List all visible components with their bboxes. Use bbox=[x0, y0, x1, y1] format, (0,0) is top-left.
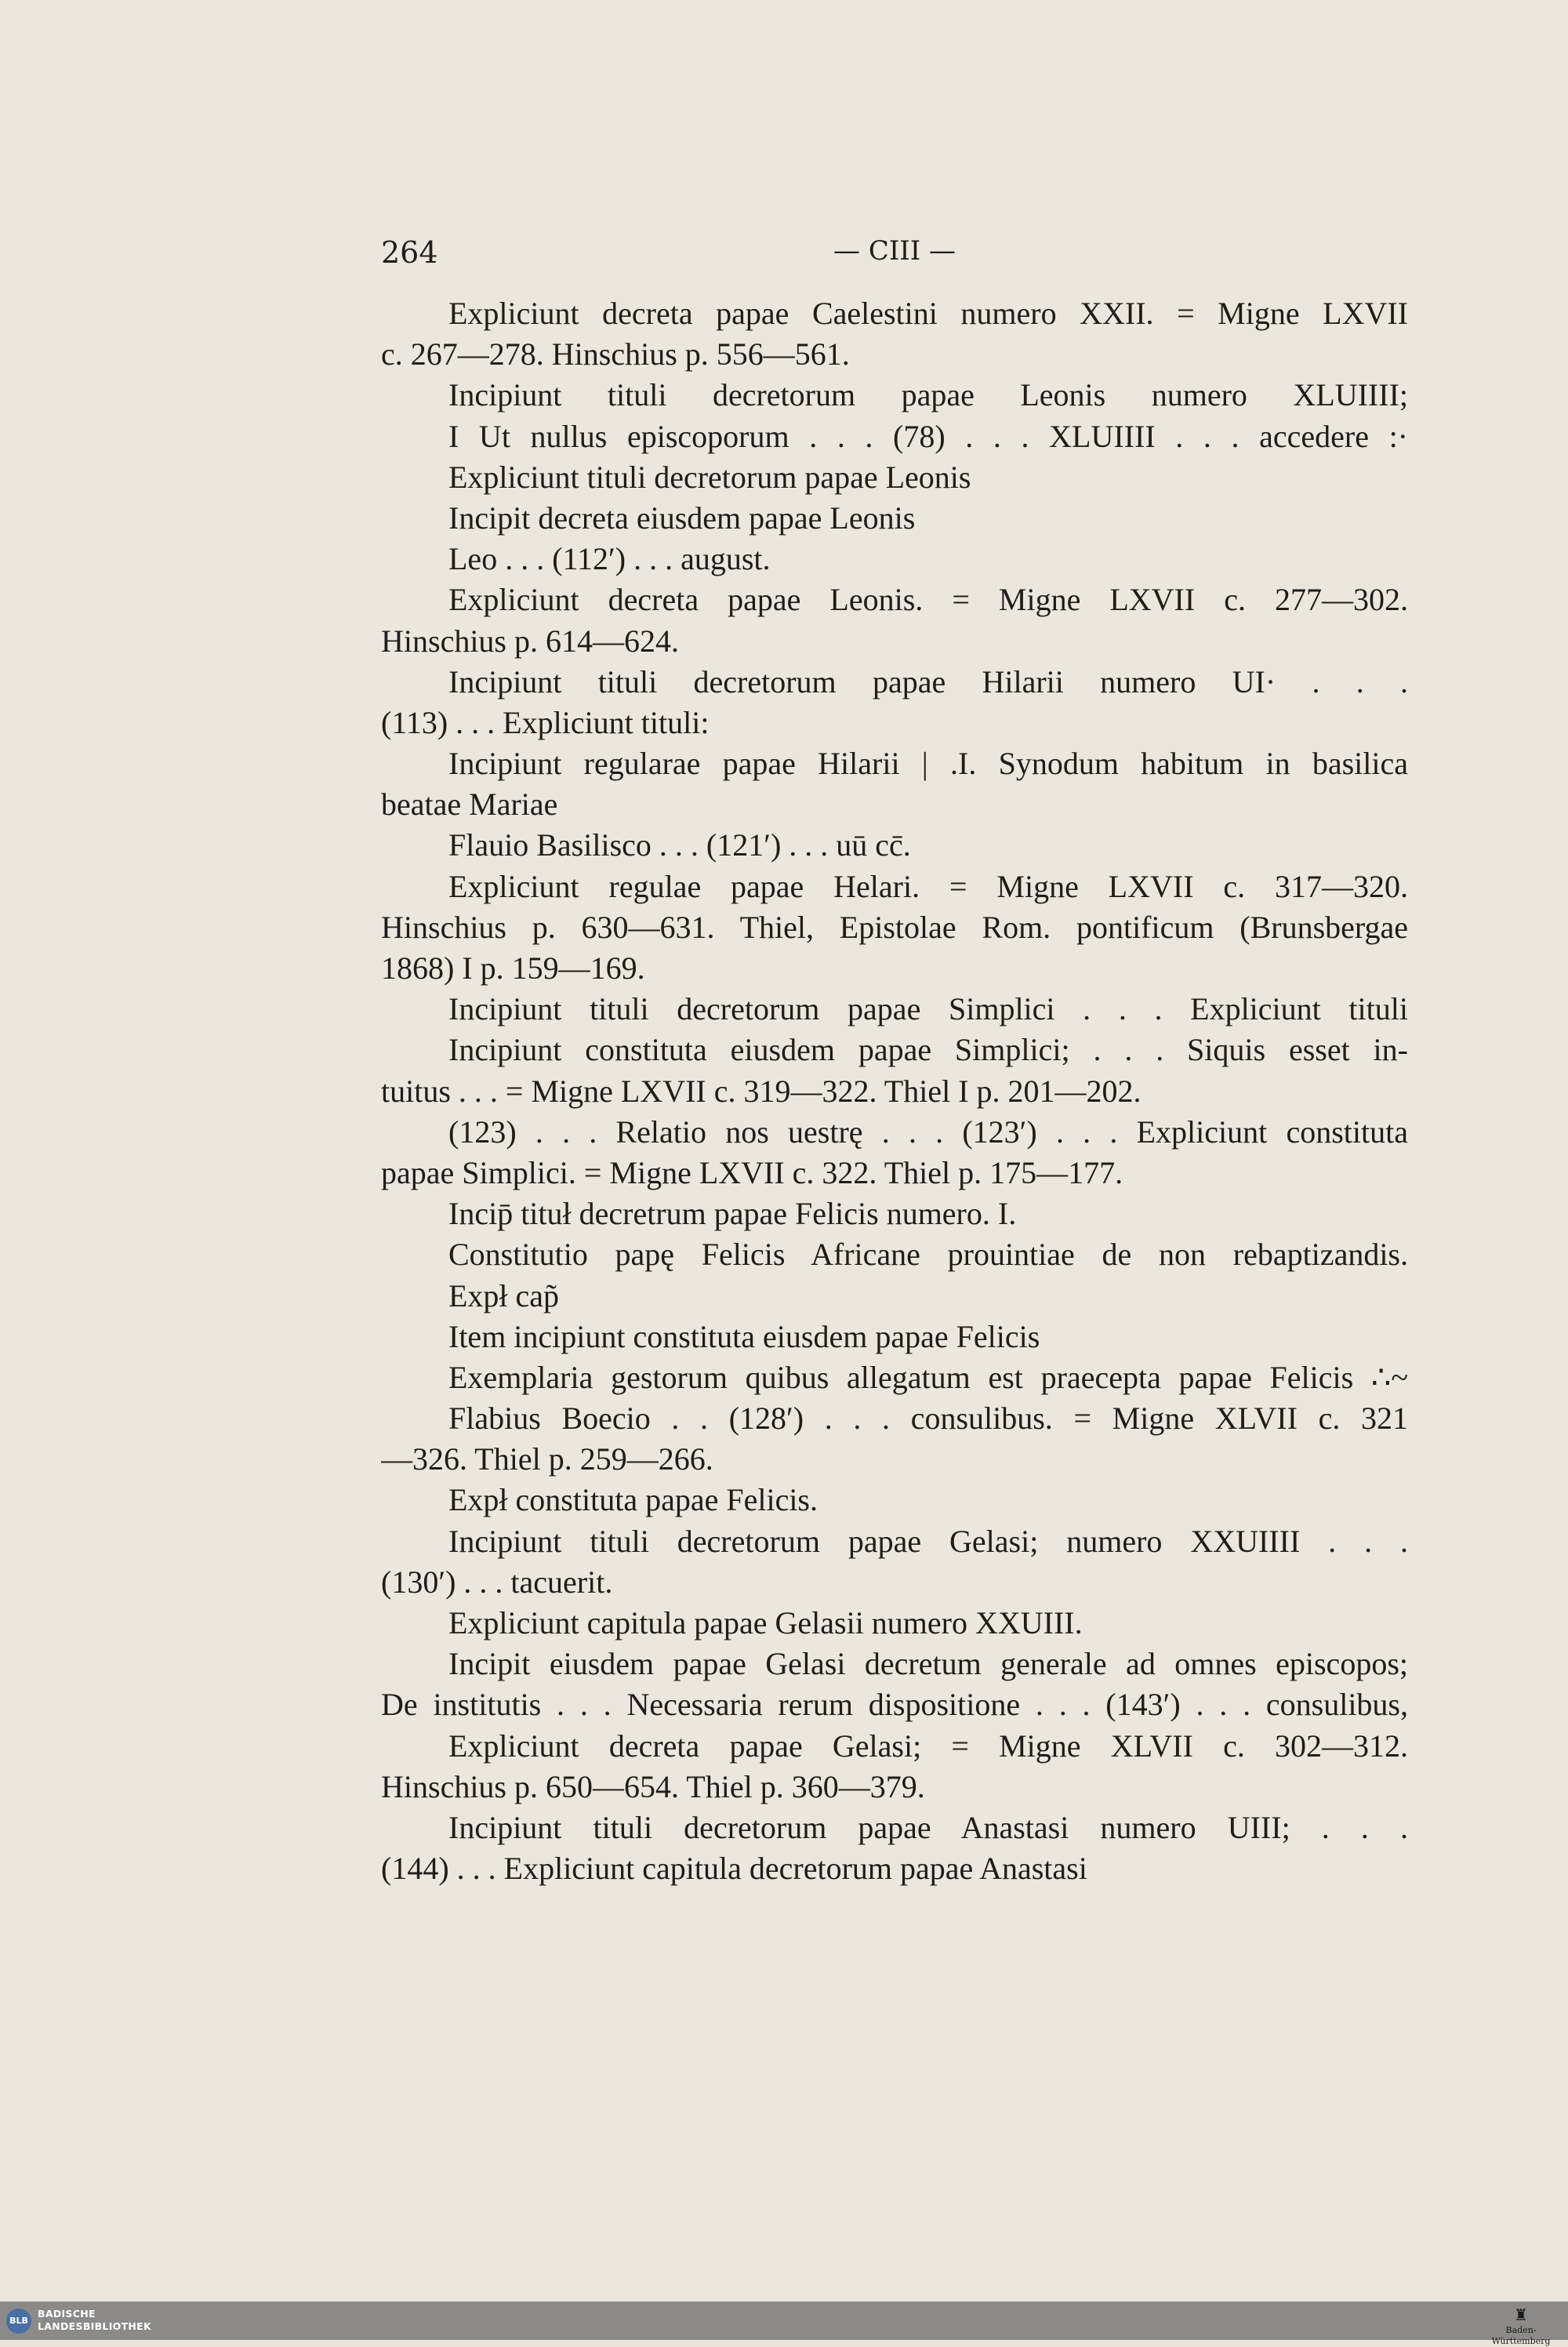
text-line: c. 267—278. Hinschius p. 556—561. bbox=[381, 336, 850, 372]
text-line: 1868) I p. 159—169. bbox=[381, 950, 645, 986]
text-line: Expliciunt decreta papae Leonis. = Migne LXVII c. 277—302. bbox=[448, 582, 1408, 618]
state-logo bbox=[1485, 2305, 1557, 2346]
text-line: Incipiunt constituta eiusdem papae Simplici; . . . Siquis esset in- bbox=[448, 1032, 1408, 1068]
text-line: Expliciunt decreta papae Gelasi; = Migne XLVII c. 302—312. bbox=[448, 1728, 1408, 1764]
footer-bar bbox=[0, 2302, 1568, 2346]
text-line: Incipiunt tituli decretorum papae Gelasi; numero XXUIIII . . . bbox=[448, 1523, 1408, 1559]
text-line: Incipiunt regularae papae Hilarii | .I. Synodum habitum in basilica bbox=[448, 746, 1408, 782]
text-line: (144) . . . Expliciunt capitula decretorum papae Anastasi bbox=[381, 1851, 1087, 1887]
text-line: tuitus . . . = Migne LXVII c. 319—322. Thiel I p. 201—202. bbox=[381, 1073, 1142, 1109]
library-logo: BLB bbox=[6, 2309, 31, 2334]
text-line: De institutis . . . Necessaria rerum dispositione . . . (143′) . . . consulibus, bbox=[381, 1687, 1408, 1723]
text-line: Expliciunt regulae papae Helari. = Migne LXVII c. 317—320. bbox=[448, 868, 1408, 904]
text-line: I Ut nullus episcoporum . . . (78) . . . XLUIIII . . . accedere :· bbox=[448, 418, 1408, 454]
text-line: beatae Mariae bbox=[381, 787, 558, 823]
text-line: Hinschius p. 614—624. bbox=[381, 623, 679, 659]
library-name bbox=[38, 2308, 151, 2333]
library-name-line1: BADISCHE bbox=[38, 2308, 96, 2320]
text-line: —326. Thiel p. 259—266. bbox=[381, 1441, 713, 1477]
text-line: Incipit eiusdem papae Gelasi decretum generale ad omnes episcopos; bbox=[448, 1646, 1408, 1682]
text-line: (113) . . . Expliciunt tituli: bbox=[381, 704, 710, 740]
text-line: Incip̄ tituł decretrum papae Felicis numero. I. bbox=[448, 1196, 1017, 1232]
text-line: Hinschius p. 630—631. Thiel, Epistolae Rom. pontificum (Brunsbergae bbox=[381, 909, 1408, 945]
text-line: Hinschius p. 650—654. Thiel p. 360—379. bbox=[381, 1768, 925, 1804]
text-line: Expł cap̃ bbox=[448, 1277, 560, 1313]
text-line: Incipiunt tituli decretorum papae Hilarii numero UI· . . . bbox=[448, 663, 1408, 699]
text-line: Flauio Basilisco . . . (121′) . . . uū cc̄. bbox=[448, 827, 911, 863]
text-line: Expł constituta papae Felicis. bbox=[448, 1482, 818, 1518]
page-header bbox=[381, 235, 1408, 270]
text-line: Constitutio papę Felicis Africane prouintiae de non rebaptizandis. bbox=[448, 1237, 1408, 1273]
body-text bbox=[381, 293, 1408, 1889]
text-line: papae Simplici. = Migne LXVII c. 322. Thiel p. 175—177. bbox=[381, 1154, 1123, 1190]
text-line: Incipiunt tituli decretorum papae Anastasi numero UIII; . . . bbox=[448, 1809, 1408, 1845]
text-line: Incipiunt tituli decretorum papae Leonis numero XLUIIII; bbox=[448, 377, 1408, 413]
page-number: 264 bbox=[381, 235, 438, 270]
library-name-line2: LANDESBIBLIOTHEK bbox=[38, 2320, 151, 2332]
text-line: (123) . . . Relatio nos uestrę . . . (123′) . . . Expliciunt constituta bbox=[448, 1114, 1408, 1150]
running-head: — CIII — bbox=[833, 235, 956, 267]
text-line: Item incipiunt constituta eiusdem papae Felicis bbox=[448, 1318, 1040, 1354]
text-line: Expliciunt tituli decretorum papae Leonis bbox=[448, 459, 971, 495]
text-line: Leo . . . (112′) . . . august. bbox=[448, 541, 771, 577]
coat-of-arms-icon: ♜ bbox=[1514, 2305, 1528, 2324]
state-name: Baden-Württemberg bbox=[1491, 2325, 1551, 2346]
text-line: Incipiunt tituli decretorum papae Simplici . . . Expliciunt tituli bbox=[448, 991, 1408, 1027]
text-line: Flabius Boecio . . (128′) . . . consulibus. = Migne XLVII c. 321 bbox=[448, 1401, 1408, 1437]
text-line: Exemplaria gestorum quibus allegatum est praecepta papae Felicis ∴~ bbox=[448, 1359, 1408, 1395]
text-line: Expliciunt capitula papae Gelasii numero XXUIII. bbox=[448, 1605, 1083, 1640]
text-line: Incipit decreta eiusdem papae Leonis bbox=[448, 500, 916, 536]
text-line: Expliciunt decreta papae Caelestini numero XXII. = Migne LXVII bbox=[448, 296, 1408, 331]
text-line: (130′) . . . tacuerit. bbox=[381, 1564, 613, 1600]
